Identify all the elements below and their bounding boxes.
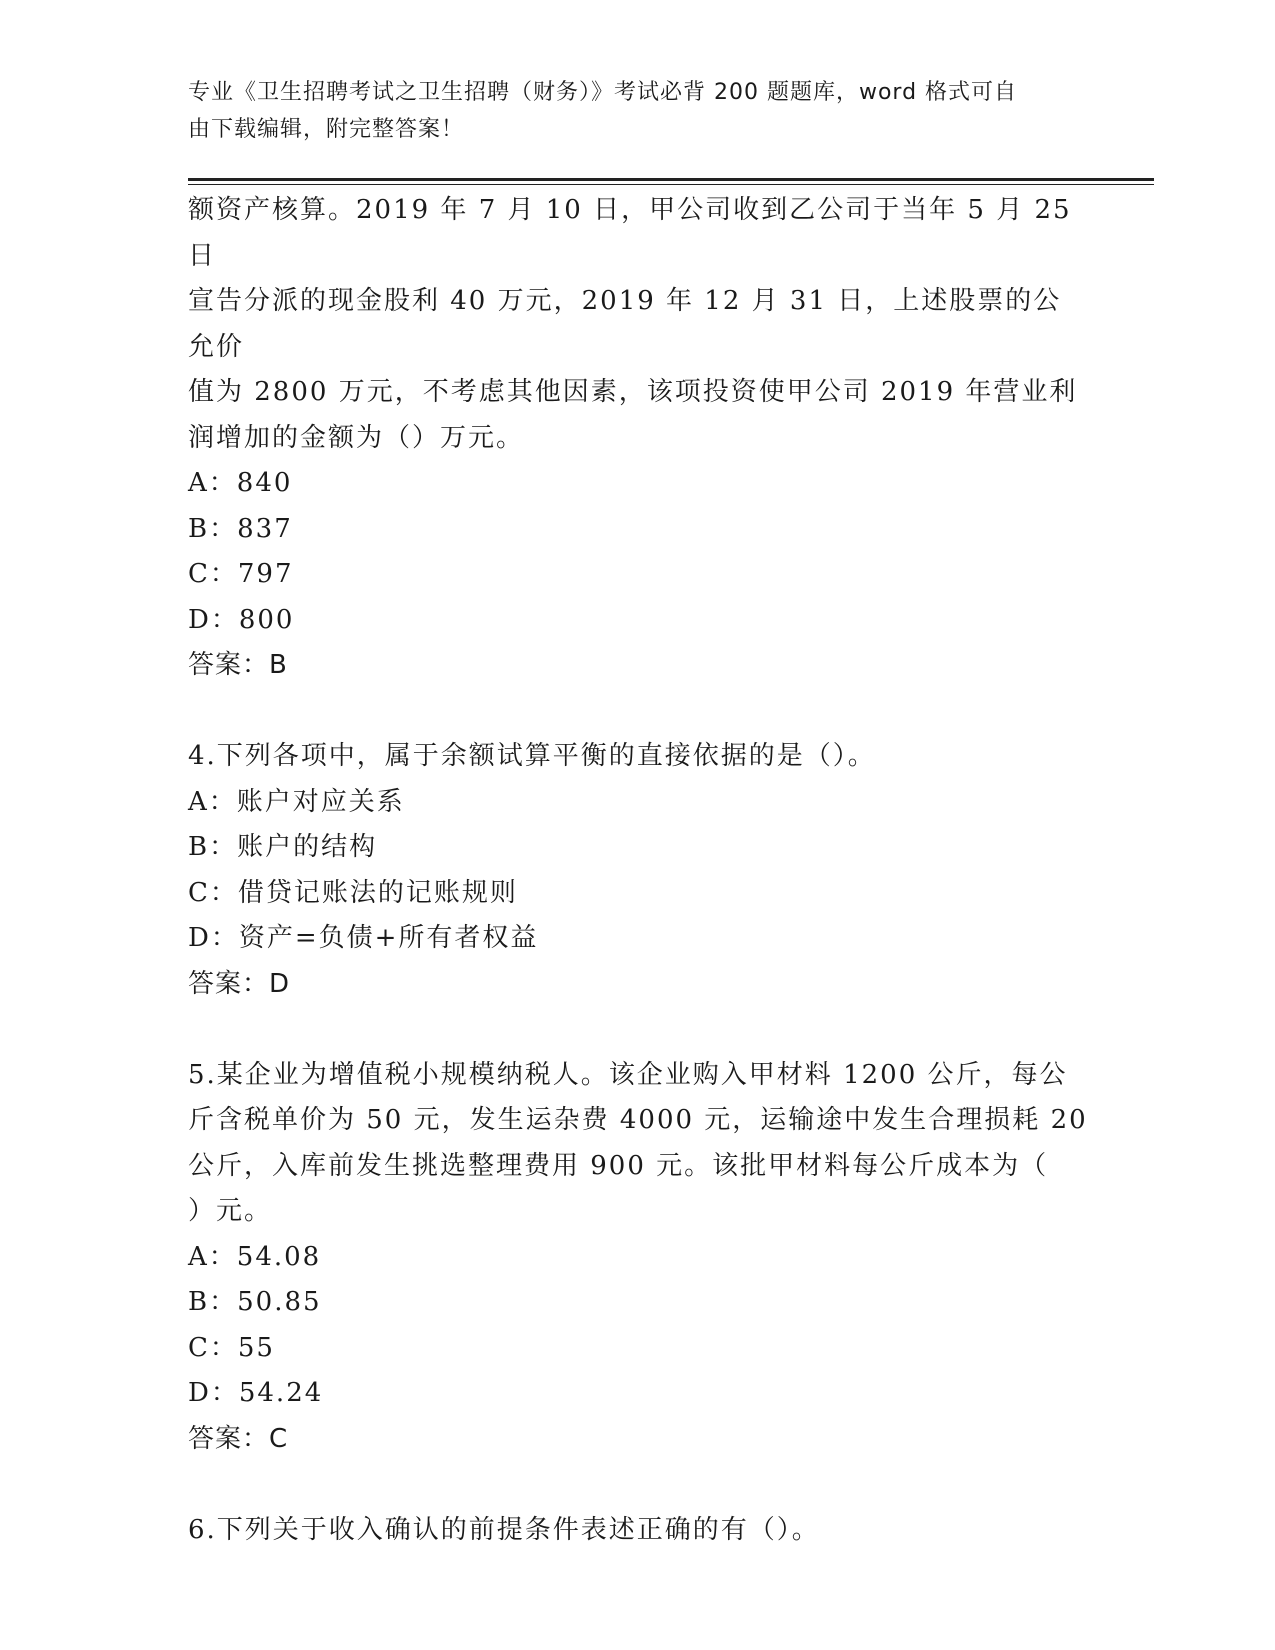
option-a: A：840 [188, 468, 293, 498]
question-line: 公斤，入库前发生挑选整理费用 900 元。该批甲材料每公斤成本为（ [188, 1150, 1049, 1181]
question-line: 斤含税单价为 50 元，发生运杂费 4000 元，运输途中发生合理损耗 20 [188, 1105, 1088, 1135]
option-b: B：837 [188, 513, 293, 544]
option-c: C：55 [188, 1332, 275, 1363]
option-d: D：800 [188, 604, 295, 635]
question-line: ）元。 [188, 1196, 273, 1226]
spacer [188, 1462, 1088, 1508]
document-header [188, 74, 1068, 148]
question-line: 值为 2800 万元，不考虑其他因素，该项投资使甲公司 2019 年营业利 [188, 377, 1078, 407]
answer: 答案：C [188, 1423, 289, 1454]
question-line: 额资产核算。2019 年 7 月 10 日，甲公司收到乙公司于当年 5 月 25 日 [188, 195, 1072, 271]
header-rule-thin [188, 184, 1154, 185]
question-line: 润增加的金额为（）万元。 [188, 422, 525, 453]
spacer [188, 1007, 1088, 1053]
option-b: B：账户的结构 [188, 832, 378, 862]
header-line-1: 专业《卫生招聘考试之卫生招聘（财务）》考试必背 200 题题库，word 格式可自 [188, 80, 1018, 105]
question-line: 宣告分派的现金股利 40 万元，2019 年 12 月 31 日，上述股票的公允价 [188, 286, 1062, 362]
question-5 [188, 1053, 1088, 1463]
answer: 答案：D [188, 968, 291, 999]
option-a: A：54.08 [188, 1241, 322, 1272]
option-a: A：账户对应关系 [188, 786, 405, 817]
question-line: 4.下列各项中，属于余额试算平衡的直接依据的是（）。 [188, 741, 876, 771]
question-line: 5.某企业为增值税小规模纳税人。该企业购入甲材料 1200 公斤，每公 [188, 1059, 1068, 1090]
header-line-2: 由下载编辑，附完整答案！ [188, 117, 465, 142]
option-b: B：50.85 [188, 1287, 322, 1317]
question-3 [188, 188, 1088, 689]
option-d: D：54.24 [188, 1378, 324, 1408]
question-4 [188, 734, 1088, 1007]
spacer [188, 689, 1088, 735]
header-rule-thick [188, 178, 1154, 181]
answer: 答案：B [188, 650, 288, 680]
question-content [188, 188, 1088, 1553]
question-line: 6.下列关于收入确认的前提条件表述正确的有（）。 [188, 1514, 820, 1545]
option-d: D：资产=负债+所有者权益 [188, 923, 539, 953]
question-6 [188, 1508, 1088, 1554]
option-c: C：借贷记账法的记账规则 [188, 877, 518, 908]
option-c: C：797 [188, 559, 294, 589]
